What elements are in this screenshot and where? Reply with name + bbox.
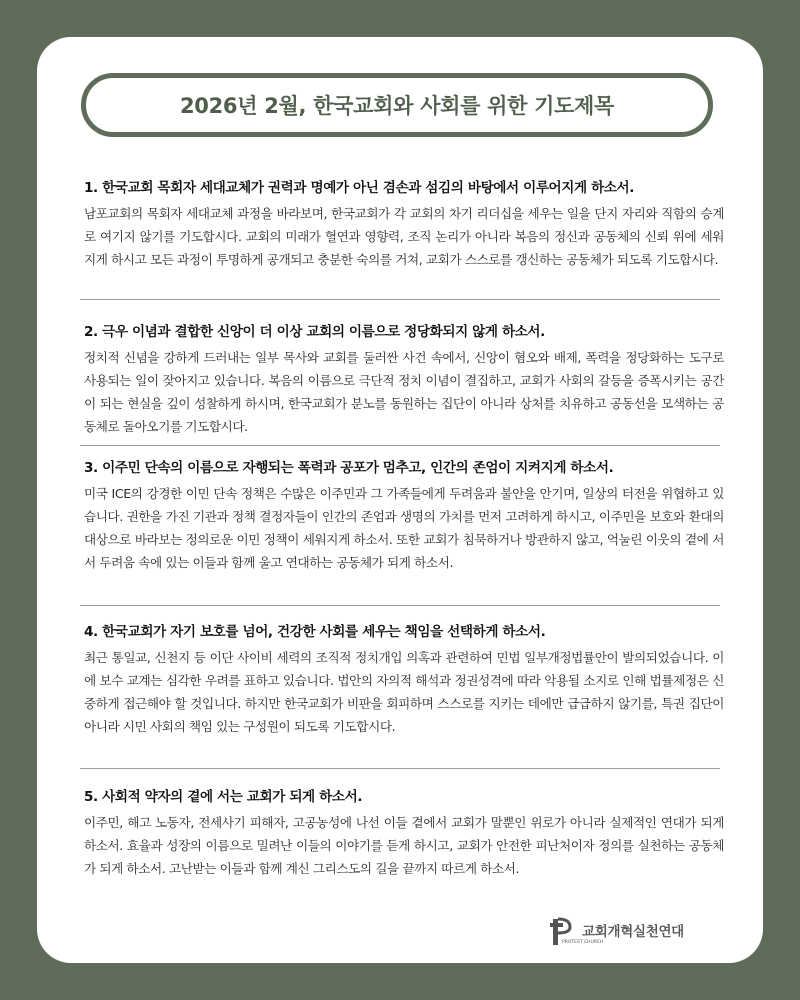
prayer-item-5 — [84, 787, 724, 880]
prayer-body: 최근 통일교, 신천지 등 이단 사이비 세력의 조직적 정치개입 의혹과 관련하여 민법 일부개정법률안이 발의되었습니다. 이에 보수 교계는 심각한 우려를 표하고 있습니다. 법안의 자의적 해석과 정권성격에 따라 악용될 소지로 인해 법률제정은 신중하게 접근해야 할 것입니다. 하지만 한국교회가 비판을 회피하며 스스로를 지키는 데에만 급급하지 않기를, 특권 집단이 아니라 시민 사회의 책임 있는 구성원이 되도록 기도합시다. — [84, 650, 724, 734]
prayer-item-2 — [84, 322, 724, 438]
prayer-item-3 — [84, 458, 724, 574]
prayer-body: 이주민, 해고 노동자, 전세사기 피해자, 고공농성에 나선 이들 곁에서 교회가 말뿐인 위로가 아니라 실제적인 연대가 되게 하소서. 효율과 성장의 이름으로 밀려난 이들의 이야기를 듣게 하시고, 교회가 안전한 피난처이자 정의를 실천하는 공동체가 되게 하소서. 고난받는 이들과 함께 계신 그리스도의 길을 끝까지 따르게 하소서. — [84, 815, 724, 876]
prayer-item-4 — [84, 622, 724, 738]
protest-church-logo-icon — [550, 913, 604, 947]
prayer-body: 정치적 신념을 강하게 드러내는 일부 목사와 교회를 둘러싼 사건 속에서, 신앙이 혐오와 배제, 폭력을 정당화하는 도구로 사용되는 일이 잦아지고 있습니다. 복음의 이름으로 극단적 정치 이념이 결집하고, 교회가 사회의 갈등을 증폭시키는 공간이 되는 현실을 깊이 성찰하게 하시며, 한국교회가 분노를 동원하는 집단이 아니라 상처를 치유하고 공동선을 모색하는 공동체로 돌아오기를 기도합시다. — [84, 350, 724, 434]
footer-logo — [550, 913, 684, 947]
divider — [80, 299, 720, 300]
divider — [80, 768, 720, 769]
divider — [80, 605, 720, 606]
prayer-heading: 2. 극우 이념과 결합한 신앙이 더 이상 교회의 이름으로 정당화되지 않게 하소서. — [84, 324, 545, 340]
title-banner — [81, 73, 713, 137]
prayer-body: 남포교회의 목회자 세대교체 과정을 바라보며, 한국교회가 각 교회의 차기 리더십을 세우는 일을 단지 자리와 직함의 승계로 여기지 않기를 기도합시다. 교회의 미래가 혈연과 영향력, 조직 논리가 아니라 복음의 정신과 공동체의 신뢰 위에 세워지게 하시고 모든 과정이 투명하게 공개되고 충분한 숙의를 거쳐, 교회가 스스로를 갱신하는 공동체가 되도록 기도합시다. — [84, 206, 724, 267]
prayer-heading: 3. 이주민 단속의 이름으로 자행되는 폭력과 공포가 멈추고, 인간의 존엄이 지켜지게 하소서. — [84, 460, 614, 476]
prayer-item-1 — [84, 178, 724, 271]
page-title: 2026년 2월, 한국교회와 사회를 위한 기도제목 — [179, 94, 615, 118]
prayer-heading: 5. 사회적 약자의 곁에 서는 교회가 되게 하소서. — [84, 789, 363, 805]
logo-text: PROTEST CHURCH — [562, 940, 604, 945]
divider — [80, 445, 720, 446]
prayer-heading: 4. 한국교회가 자기 보호를 넘어, 건강한 사회를 세우는 책임을 선택하게 하소서. — [84, 624, 546, 640]
prayer-heading: 1. 한국교회 목회자 세대교체가 권력과 명예가 아닌 겸손과 섬김의 바탕에서 이루어지게 하소서. — [84, 180, 635, 196]
org-name: 교회개혁실천연대 — [582, 924, 684, 940]
prayer-body: 미국 ICE의 강경한 이민 단속 정책은 수많은 이주민과 그 가족들에게 두려움과 불안을 안기며, 일상의 터전을 위협하고 있습니다. 권한을 가진 기관과 정책 결정자들이 인간의 존엄과 생명의 가치를 먼저 고려하게 하시고, 이주민을 보호와 환대의 대상으로 바라보는 정의로운 이민 정책이 세워지게 하소서. 또한 교회가 침묵하거나 방관하지 않고, 억눌린 이웃의 곁에 서서 두려움 속에 있는 이들과 함께 울고 연대하는 공동체가 되게 하소서. — [84, 486, 724, 570]
